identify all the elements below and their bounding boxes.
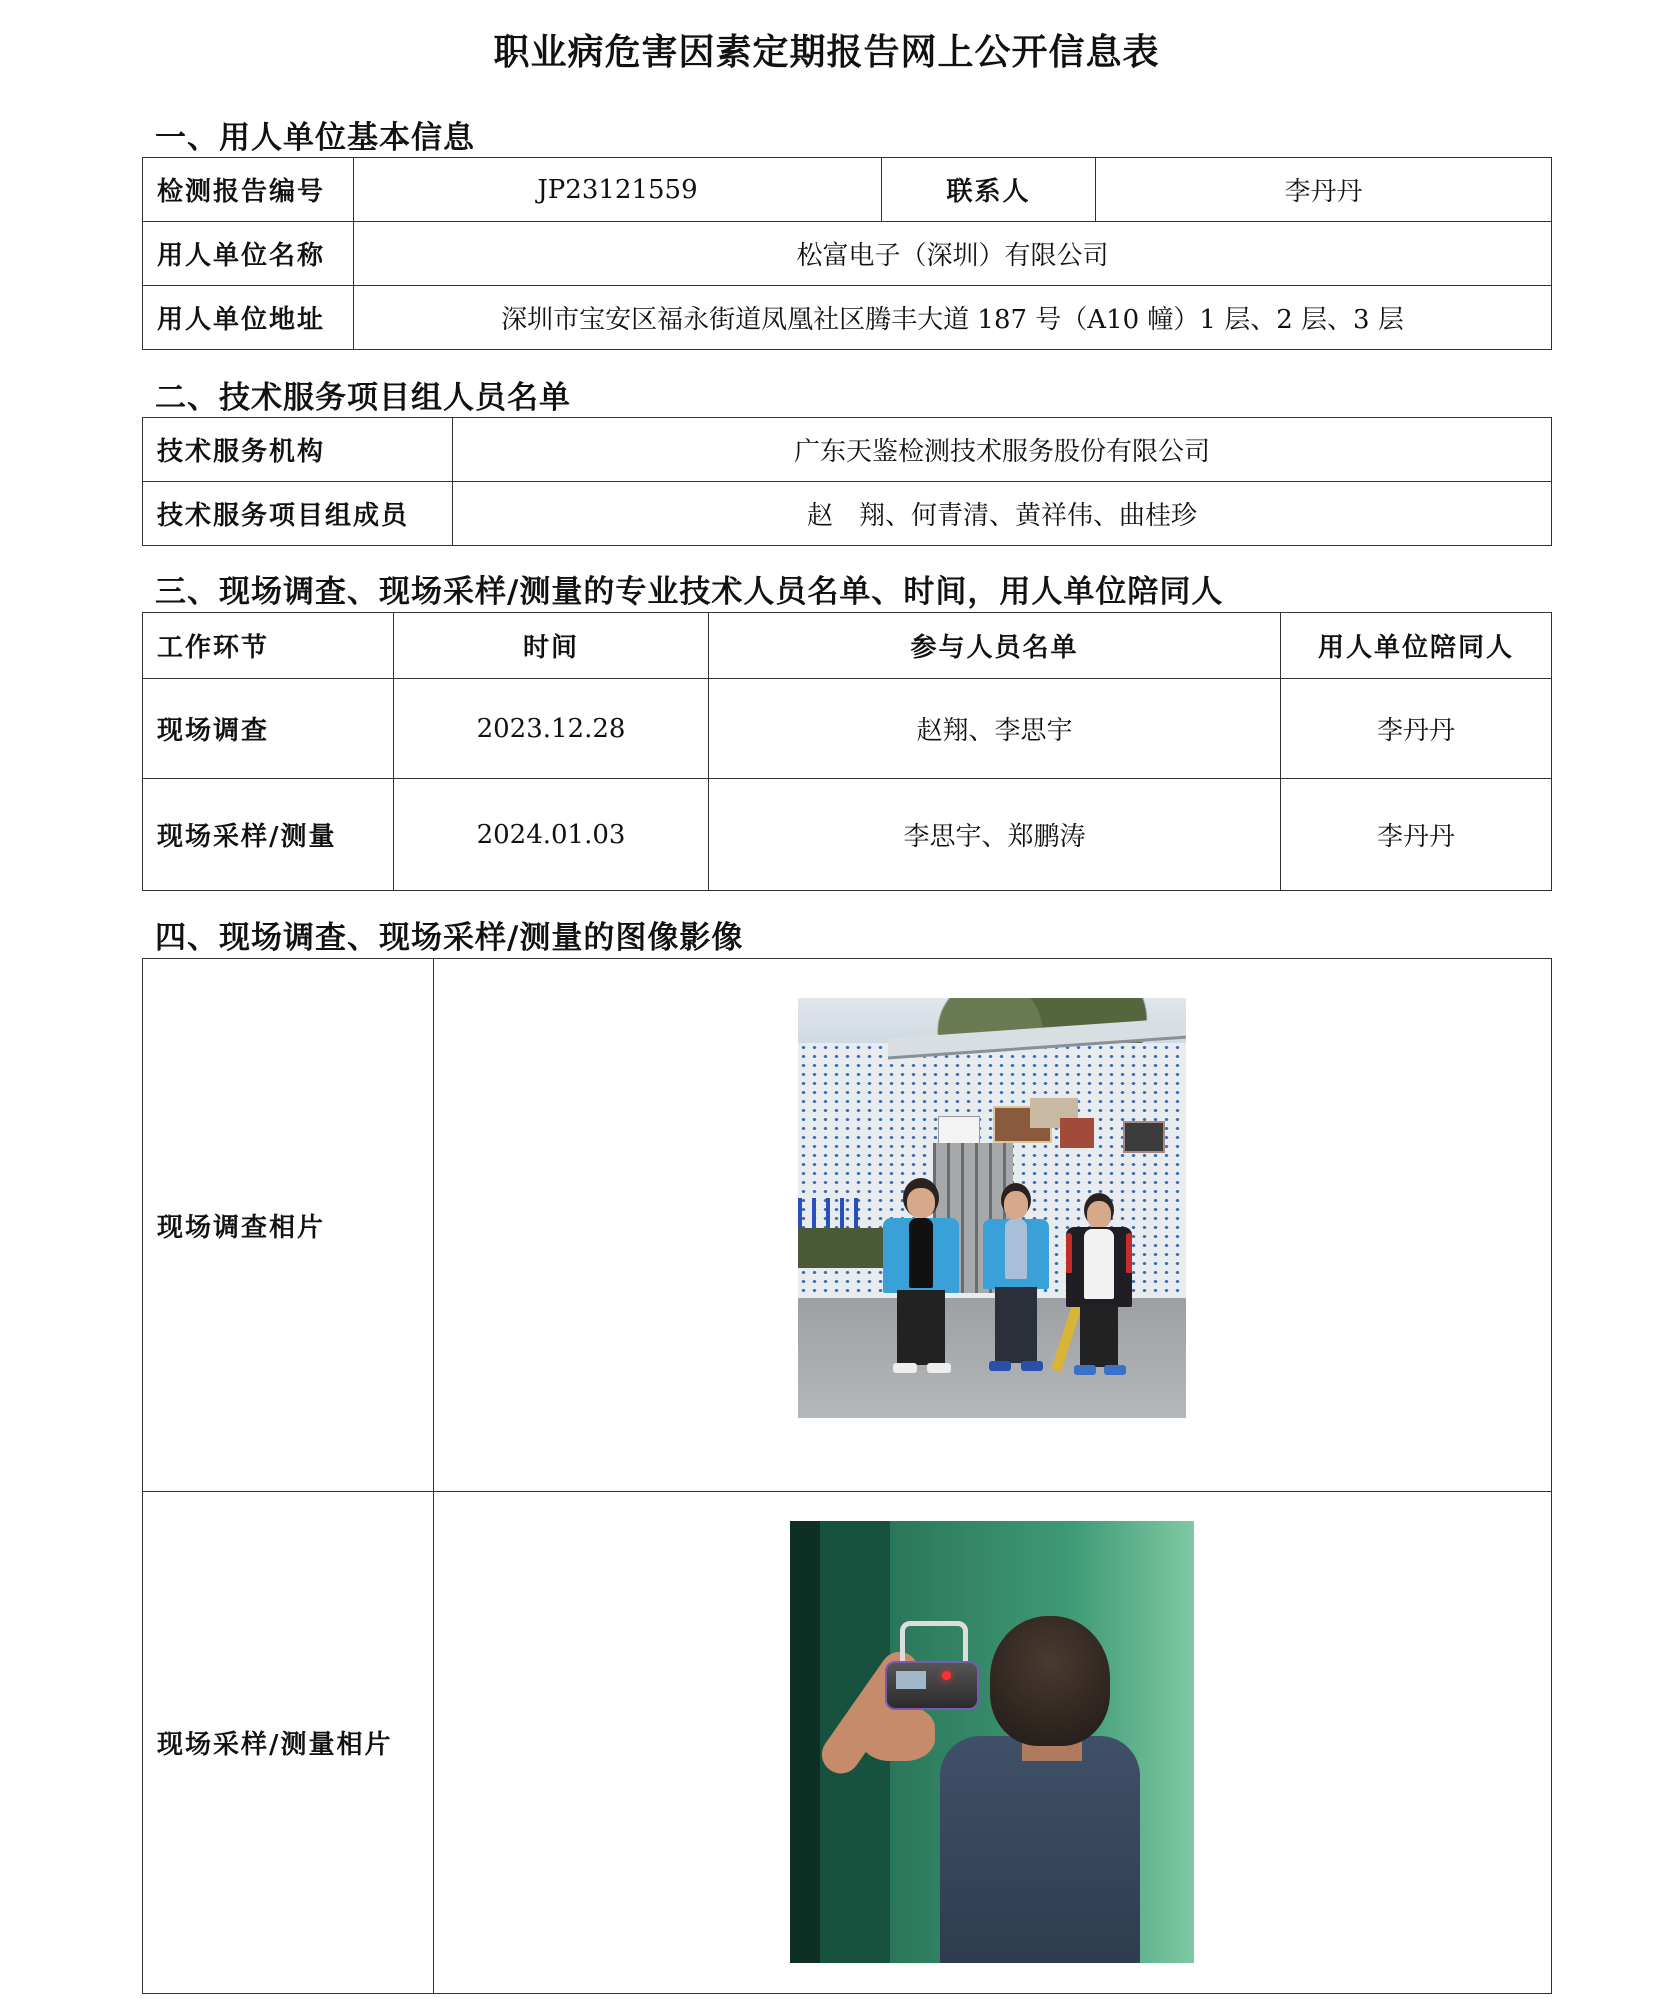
meter-display [896, 1671, 926, 1689]
row-staff: 李思宇、郑鹏涛 [709, 779, 1281, 891]
basic-info-table [142, 157, 1552, 350]
members-value: 赵 翔、何青清、黄祥伟、曲桂珍 [453, 482, 1552, 546]
company-value: 松富电子（深圳）有限公司 [354, 222, 1552, 286]
section4-heading: 四、现场调查、现场采样/测量的图像影像 [155, 920, 744, 956]
door-frame [790, 1521, 820, 1963]
contact-value: 李丹丹 [1096, 158, 1552, 222]
worker-jacket [940, 1736, 1140, 1963]
service-team-table [142, 417, 1552, 546]
section1-heading: 一、用人单位基本信息 [155, 120, 475, 156]
survey-photo [798, 998, 1186, 1451]
page-title: 职业病危害因素定期报告网上公开信息表 [493, 32, 1160, 73]
header-date: 时间 [394, 613, 709, 679]
meter-indicator-light [942, 1671, 951, 1680]
person [1066, 1193, 1136, 1383]
plaque [1060, 1118, 1094, 1148]
hedge [798, 1228, 888, 1268]
report-no-label: 检测报告编号 [143, 158, 354, 222]
address-label: 用人单位地址 [143, 286, 354, 350]
worker-head [990, 1616, 1110, 1746]
header-staff: 参与人员名单 [709, 613, 1281, 679]
org-label: 技术服务机构 [143, 418, 453, 482]
header-stage: 工作环节 [143, 613, 394, 679]
table-row [143, 679, 1552, 779]
row-stage: 现场采样/测量 [143, 779, 394, 891]
contact-label: 联系人 [882, 158, 1096, 222]
org-value: 广东天鉴检测技术服务股份有限公司 [453, 418, 1552, 482]
hand [860, 1706, 935, 1761]
photo1-label: 现场调查相片 [143, 959, 434, 1492]
row-escort: 李丹丹 [1281, 779, 1552, 891]
table-row [143, 779, 1552, 891]
door-number-sign [938, 1116, 980, 1146]
row-staff: 赵翔、李思宇 [709, 679, 1281, 779]
staff-schedule-table [142, 612, 1552, 891]
row-escort: 李丹丹 [1281, 679, 1552, 779]
row-stage: 现场调查 [143, 679, 394, 779]
row-date: 2024.01.03 [394, 779, 709, 891]
company-label: 用人单位名称 [143, 222, 354, 286]
members-label: 技术服务项目组成员 [143, 482, 453, 546]
plaque [1123, 1121, 1165, 1153]
photo2-label: 现场采样/测量相片 [143, 1492, 434, 1994]
row-date: 2023.12.28 [394, 679, 709, 779]
person [983, 1183, 1053, 1378]
section2-heading: 二、技术服务项目组人员名单 [155, 380, 571, 416]
address-value: 深圳市宝安区福永街道凤凰社区腾丰大道 187 号（A10 幢）1 层、2 层、3 层 [354, 286, 1552, 350]
measurement-photo [790, 1521, 1194, 1963]
header-escort: 用人单位陪同人 [1281, 613, 1552, 679]
table-header-row [143, 613, 1552, 679]
section3-heading: 三、现场调查、现场采样/测量的专业技术人员名单、时间，用人单位陪同人 [155, 574, 1224, 610]
person [883, 1178, 963, 1378]
report-no-value: JP23121559 [354, 158, 882, 222]
